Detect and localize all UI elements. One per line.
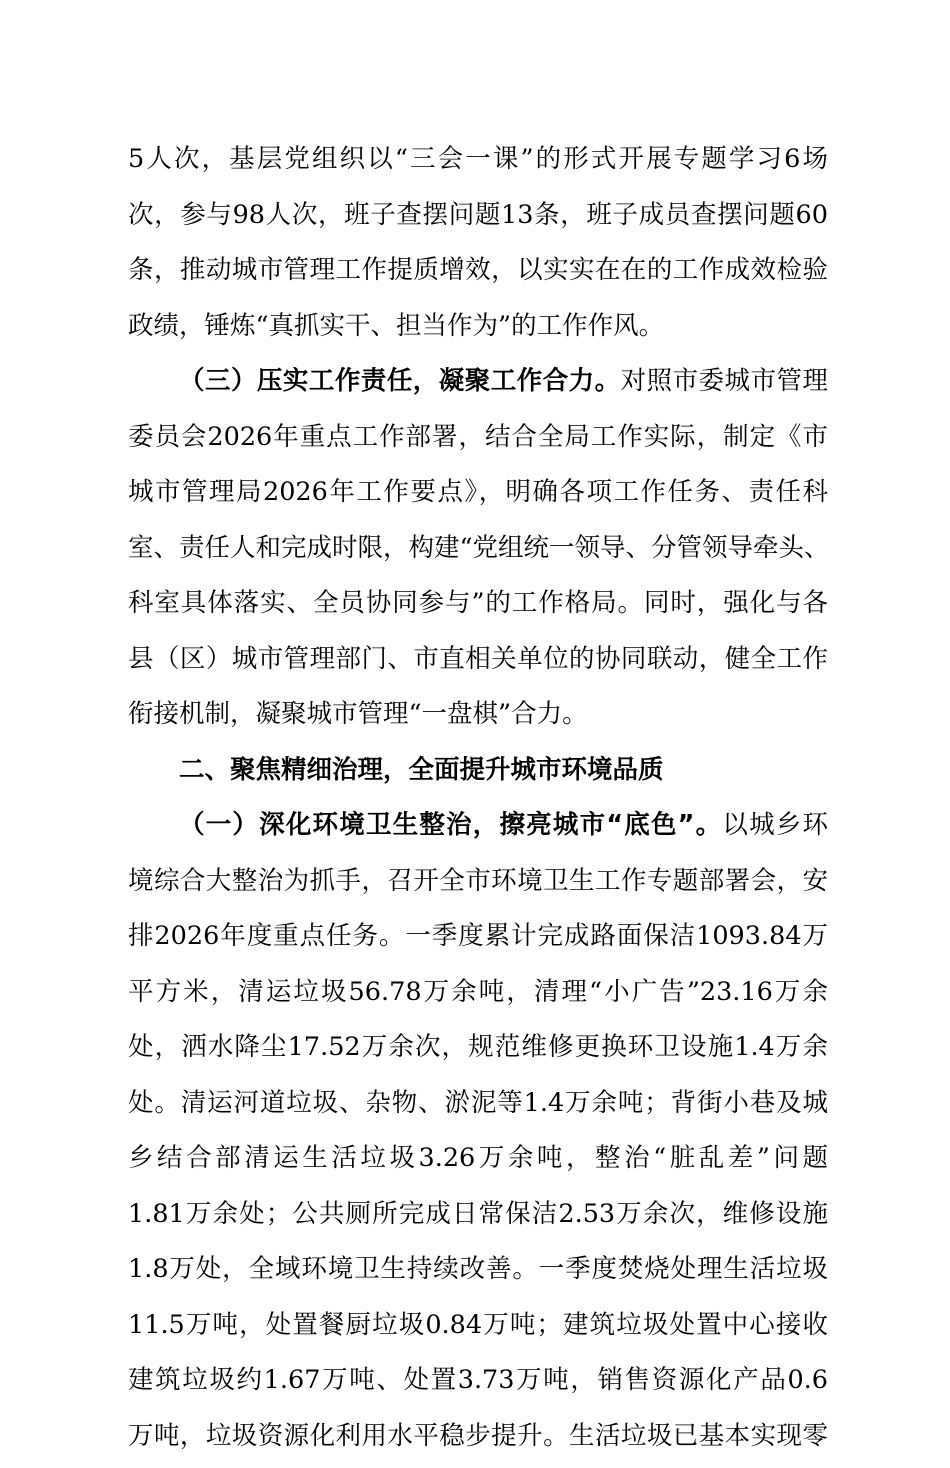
body-line: 1.81万余处；公共厕所完成日常保洁2.53万余次，维修设施 [128,1198,828,1229]
body-line: 排2026年度重点任务。一季度累计完成路面保洁1093.84万 [128,921,828,951]
body-line: 处，洒水降尘17.52万余次，规范维修更换环卫设施1.4万余 [128,1032,828,1062]
subsection-text: 以城乡环 [722,810,828,840]
body-line: 乡结合部清运生活垃圾3.26万余吨，整治“脏乱差”问题 [128,1143,828,1173]
body-line: 5人次，基层党组织以“三会一课”的形式开展专题学习6场 [128,144,828,174]
body-line: 室、责任人和完成时限，构建“党组统一领导、分管领导牵头、 [128,532,830,563]
body-line: 县（区）城市管理部门、市直相关单位的协同联动，健全工作 [128,643,828,674]
body-line: 科室具体落实、全员协同参与”的工作格局。同时，强化与各 [128,588,828,618]
subsection-line [128,358,828,404]
body-line: 建筑垃圾约1.67万吨、处置3.73万吨，销售资源化产品0.6 [128,1365,828,1395]
body-line: 平方米，清运垃圾56.78万余吨，清理“小广告”23.16万余 [128,976,828,1007]
body-line: 委员会2026年重点工作部署，结合全局工作实际，制定《市 [128,421,828,452]
section-heading-line [128,747,828,793]
body-line: 境综合大整治为抓手，召开全市环境卫生工作专题部署会，安 [128,865,828,896]
body-line: 衔接机制，凝聚城市管理“一盘棋”合力。 [128,699,588,729]
subsection-title: （一）深化环境卫生整治，擦亮城市“底色”。 [179,810,723,840]
section-heading: 二、聚焦精细治理，全面提升城市环境品质 [179,754,664,785]
body-line: 处。清运河道垃圾、杂物、淤泥等1.4万余吨；背街小巷及城 [128,1087,828,1118]
body-line: 11.5万吨，处置餐厨垃圾0.84万吨；建筑垃圾处置中心接收 [128,1309,828,1340]
body-line: 1.8万处，全域环境卫生持续改善。一季度焚烧处理生活垃圾 [128,1254,828,1284]
subsection-text: 对照市委城市管理 [620,366,828,396]
body-line: 条，推动城市管理工作提质增效，以实实在在的工作成效检验 [128,255,828,285]
subsection-title: （三）压实工作责任，凝聚工作合力。 [179,366,621,396]
subsection-line [128,802,828,848]
document-page [128,136,828,1468]
body-line: 城市管理局2026年工作要点》，明确各项工作任务、责任科 [128,477,828,507]
body-line: 次，参与98人次，班子查摆问题13条，班子成员查摆问题60 [128,199,828,230]
body-line: 万吨，垃圾资源化利用水平稳步提升。生活垃圾已基本实现零 [128,1420,828,1451]
body-line: 政绩，锤炼“真抓实干、担当作为”的工作作风。 [128,310,665,341]
